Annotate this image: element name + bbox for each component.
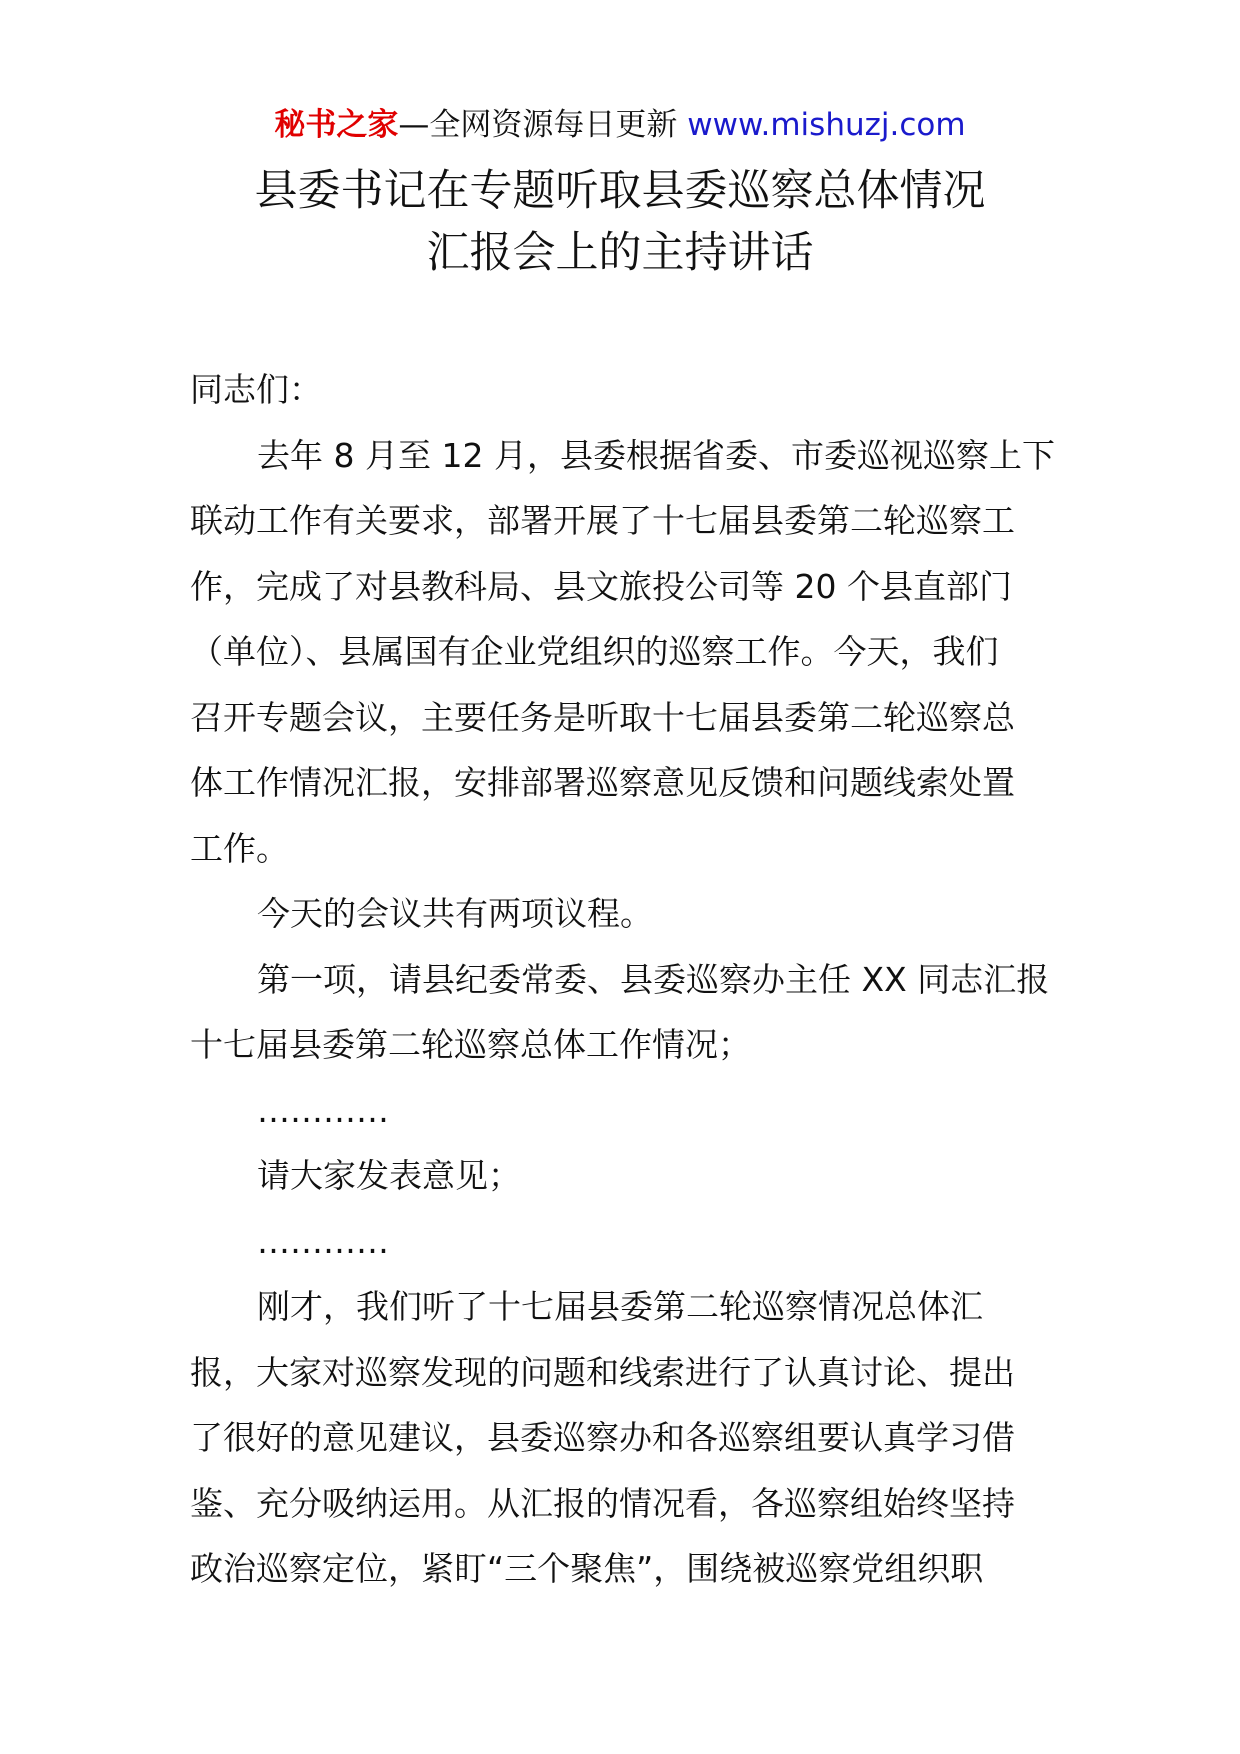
body-line: 政治巡察定位，紧盯“三个聚焦”，围绕被巡察党组织职 <box>190 1549 984 1588</box>
body-line: 了很好的意见建议，县委巡察办和各巡察组要认真学习借 <box>190 1418 1015 1457</box>
ellipsis-line: ………… <box>257 1090 389 1130</box>
site-banner <box>0 100 1240 150</box>
body-line: （单位）、县属国有企业党组织的巡察工作。今天，我们 <box>190 632 999 671</box>
body-line: 工作。 <box>190 828 289 868</box>
banner-tagline: —全网资源每日更新 <box>398 107 688 143</box>
document-body <box>190 357 1066 1602</box>
body-line: 今天的会议共有两项议程。 <box>257 894 653 933</box>
title-line-2: 汇报会上的主持讲话 <box>426 228 814 278</box>
body-line: 体工作情况汇报，安排部署巡察意见反馈和问题线索处置 <box>190 763 1015 802</box>
site-url-link[interactable]: www.mishuzj.com <box>687 107 966 143</box>
title-line-1: 县委书记在专题听取县委巡察总体情况 <box>254 166 986 216</box>
body-line: 十七届县委第二轮巡察总体工作情况； <box>190 1025 751 1064</box>
body-line: 请大家发表意见； <box>257 1156 521 1195</box>
body-line: 刚才，我们听了十七届县委第二轮巡察情况总体汇 <box>257 1287 983 1326</box>
body-line: 报，大家对巡察发现的问题和线索进行了认真讨论、提出 <box>190 1352 1015 1392</box>
document-title <box>0 160 1240 284</box>
ellipsis-line: ………… <box>257 1221 389 1261</box>
body-line: 去年 8 月至 12 月，县委根据省委、市委巡视巡察上下 <box>257 435 1055 475</box>
body-line: 第一项，请县纪委常委、县委巡察办主任 XX 同志汇报 <box>257 959 1050 999</box>
body-line: 召开专题会议，主要任务是听取十七届县委第二轮巡察总 <box>190 697 1015 737</box>
body-line: 联动工作有关要求，部署开展了十七届县委第二轮巡察工 <box>190 501 1015 540</box>
body-line: 作，完成了对县教科局、县文旅投公司等 20 个县直部门 <box>190 566 1012 606</box>
salutation: 同志们： <box>190 370 322 409</box>
body-line: 鉴、充分吸纳运用。从汇报的情况看，各巡察组始终坚持 <box>190 1483 1015 1523</box>
brand-name: 秘书之家 <box>274 107 399 143</box>
